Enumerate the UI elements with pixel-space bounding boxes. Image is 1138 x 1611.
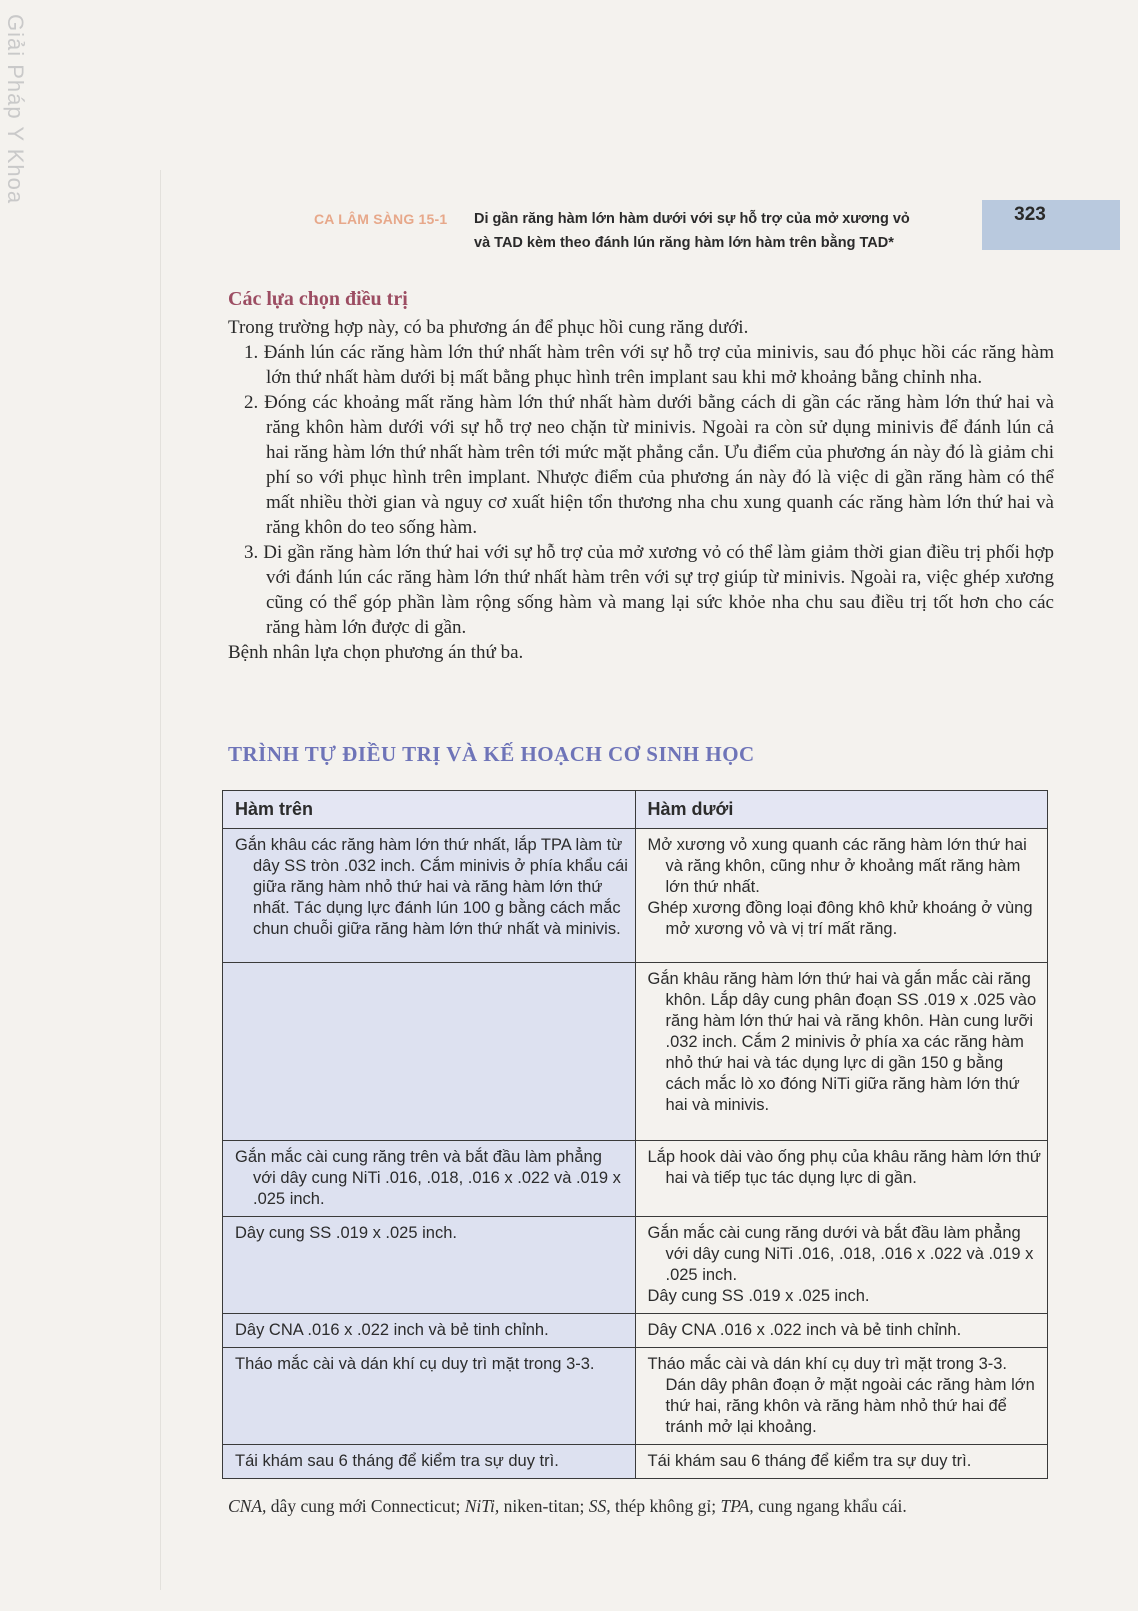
case-title-line-1: Di gần răng hàm lớn hàm dưới với sự hỗ trợ của mở xương vỏ [474, 211, 910, 227]
cell-text: Gắn mắc cài cung răng trên và bắt đầu làm phẳng với dây cung NiTi .016, .018, .016 x .022 và .019 x .025 inch. [235, 1148, 621, 1208]
cell-upper [223, 1348, 636, 1445]
margin-rule [160, 170, 161, 1590]
option-item-1: 1. Đánh lún các răng hàm lớn thứ nhất hàm trên với sự hỗ trợ của minivis, sau đó phục hồi các răng hàm lớn thứ nhất hàm dưới bị mất bằng phục hình trên implant sau khi mở khoảng bằng chỉnh nha. [244, 342, 1054, 388]
cell-upper [223, 1217, 636, 1314]
table-body [223, 829, 1048, 1479]
column-header-upper: Hàm trên [223, 791, 636, 829]
cell-upper [223, 1141, 636, 1217]
abbr-tpa-text: cung ngang khẩu cái. [753, 1496, 907, 1516]
cell-text: Tái khám sau 6 tháng để kiểm tra sự duy trì. [235, 1452, 559, 1470]
cell-text: Tái khám sau 6 tháng để kiểm tra sự duy trì. [647, 1452, 972, 1470]
table-row [223, 1217, 1048, 1314]
cell-upper [223, 1314, 636, 1348]
abbr-niti: NiTi, [464, 1496, 500, 1516]
abbr-cna-text: dây cung mới Connecticut; [266, 1496, 465, 1516]
option-item-3: 3. Di gần răng hàm lớn thứ hai với sự hỗ trợ của mở xương vỏ có thể làm giảm thời gian điều trị phối hợp với đánh lún các răng hàm lớn thứ nhất hàm trên với sự trợ giúp từ minivis. Ngoài ra, việc ghép xương cũng có thể góp phần làm rộng sống hàm và mang lại sức khỏe nha chu sau điều trị tốt hơn cho các răng hàm lớn được di gần. [244, 542, 1054, 638]
cell-text: Gắn khâu các răng hàm lớn thứ nhất, lắp TPA làm từ dây SS tròn .032 inch. Cắm minivis ở phía khẩu cái giữa răng hàm nhỏ thứ hai và răng hàm lớn thứ nhất. Tác dụng lực đánh lún 100 g bằng cách mắc chun chuỗi giữa răng hàm lớn thứ nhất và minivis. [235, 836, 628, 938]
plan-title: TRÌNH TỰ ĐIỀU TRỊ VÀ KẾ HOẠCH CƠ SINH HỌC [228, 742, 755, 766]
table-header-row [223, 791, 1048, 829]
option-item-2: 2. Đóng các khoảng mất răng hàm lớn thứ nhất hàm dưới bằng cách di gần các răng hàm lớn thứ hai và răng khôn hàm dưới với sự hỗ trợ neo chặn từ minivis. Ngoài ra còn sử dụng minivis để đánh lún cả hai răng hàm lớn thứ nhất hàm trên tới mức mặt phẳng cắn. Ưu điểm của phương án này đó là giảm chi phí so với phục hình trên implant. Nhược điểm của phương án này đó là việc di gần răng hàm có thể mất nhiều thời gian và nguy cơ xuất hiện tổn thương nha chu xung quanh các răng hàm lớn thứ hai và răng khôn do teo sống hàm. [244, 392, 1054, 538]
page-number-tab [982, 200, 1120, 250]
table-row [223, 963, 1048, 1141]
case-title [474, 207, 944, 255]
abbr-cna: CNA, [228, 1496, 267, 1516]
watermark: Giải Pháp Y Khoa [3, 14, 28, 205]
cell-text: Gắn khâu răng hàm lớn thứ hai và gắn mắc cài răng khôn. Lắp dây cung phân đoạn SS .019 x .025 vào răng hàm lớn thứ hai và răng khôn. Hàn cung lưỡi .032 inch. Cắm 2 minivis ở phía xa các răng hàm nhỏ thứ hai và tác dụng lực di gần 150 g bằng cách mắc lò xo đóng NiTi giữa răng hàm lớn thứ hai và minivis. [647, 970, 1037, 1114]
cell-text: Dây cung SS .019 x .025 inch. [235, 1224, 457, 1242]
abbr-tpa: TPA, [720, 1496, 754, 1516]
abbr-ss: SS, [588, 1496, 611, 1516]
table-row [223, 1314, 1048, 1348]
cell-text: Dây cung SS .019 x .025 inch. [647, 1287, 870, 1305]
cell-lower [635, 1314, 1048, 1348]
options-conclusion: Bệnh nhân lựa chọn phương án thứ ba. [228, 642, 524, 663]
column-header-lower: Hàm dưới [635, 791, 1048, 829]
cell-text: Mở xương vỏ xung quanh các răng hàm lớn thứ hai và răng khôn, cũng như ở khoảng mất răng hàm lớn thứ nhất. [647, 836, 1027, 896]
cell-text: Dây CNA .016 x .022 inch và bẻ tinh chỉnh. [235, 1321, 549, 1339]
cell-text: Tháo mắc cài và dán khí cụ duy trì mặt trong 3-3. Dán dây phân đoạn ở mặt ngoài các răng hàm lớn thứ hai, răng khôn và răng hàm nhỏ thứ hai để tránh mở lại khoảng. [647, 1355, 1035, 1436]
cell-text: Tháo mắc cài và dán khí cụ duy trì mặt trong 3-3. [235, 1355, 595, 1373]
cell-text: Ghép xương đồng loại đông khô khử khoáng ở vùng mở xương vỏ và vị trí mất răng. [647, 899, 1033, 938]
case-title-line-2: và TAD kèm theo đánh lún răng hàm lớn hàm trên bằng TAD* [474, 235, 894, 251]
cell-text: Lắp hook dài vào ống phụ của khâu răng hàm lớn thứ hai và tiếp tục tác dụng lực di gần. [647, 1148, 1041, 1187]
page-number: 323 [1014, 204, 1046, 225]
options-intro: Trong trường hợp này, có ba phương án để phục hồi cung răng dưới. [228, 317, 749, 338]
cell-lower [635, 963, 1048, 1141]
footnote [228, 1494, 1058, 1518]
table-row [223, 829, 1048, 963]
section-title: Các lựa chọn điều trị [228, 288, 408, 310]
treatment-options-section [228, 288, 1054, 665]
cell-text: Dây CNA .016 x .022 inch và bẻ tinh chỉnh. [647, 1321, 962, 1339]
cell-lower [635, 1348, 1048, 1445]
cell-lower [635, 829, 1048, 963]
cell-text: Gắn mắc cài cung răng dưới và bắt đầu làm phẳng với dây cung NiTi .016, .018, .016 x .022 và .019 x .025 inch. [647, 1224, 1034, 1284]
table-row [223, 1141, 1048, 1217]
table-row [223, 1445, 1048, 1479]
cell-upper [223, 829, 636, 963]
abbr-ss-text: thép không gỉ; [610, 1496, 721, 1516]
table-row [223, 1348, 1048, 1445]
cell-lower [635, 1141, 1048, 1217]
treatment-plan-table [222, 790, 1048, 1479]
cell-lower [635, 1217, 1048, 1314]
cell-upper [223, 1445, 636, 1479]
case-label: CA LÂM SÀNG 15-1 [314, 211, 448, 227]
abbr-niti-text: niken-titan; [499, 1496, 589, 1516]
cell-lower [635, 1445, 1048, 1479]
cell-upper [223, 963, 636, 1141]
options-list [228, 340, 1054, 640]
